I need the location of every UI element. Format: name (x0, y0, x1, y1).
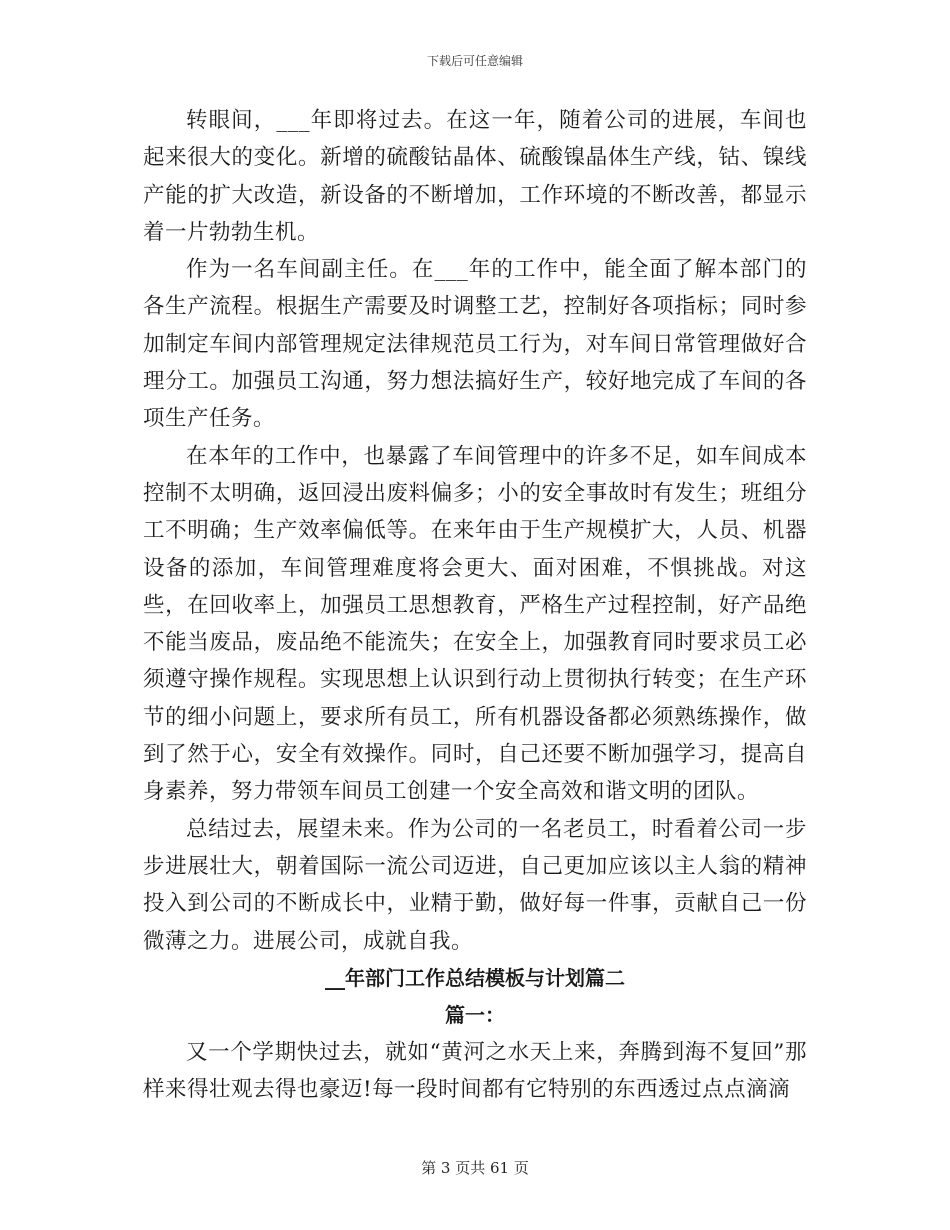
paragraph: 在本年的工作中，也暴露了车间管理中的许多不足，如车间成本控制不太明确，返回浸出废料偏多；小的安全事故时有发生；班组分工不明确；生产效率偏低等。在来年由于生产规模扩大，人员、机器设备的添加，车间管理难度将会更大、面对困难，不惧挑战。对这些，在回收率上，加强员工思想教育，严格生产过程控制，好产品绝不能当废品，废品绝不能流失；在安全上，加强教育同时要求员工必须遵守操作规程。实现思想上认识到行动上贯彻执行转变；在生产环节的细小问题上，要求所有员工，所有机器设备都必须熟练操作，做到了然于心，安全有效操作。同时，自己还要不断加强学习，提高自身素养，努力带领车间员工创建一个安全高效和谐文明的团队。 (143, 443, 807, 805)
paragraph: 作为一名车间副主任。在___年的工作中，能全面了解本部门的各生产流程。根据生产需要及时调整工艺，控制好各项指标；同时参加制定车间内部管理规定法律规范员工行为，对车间日常管理做好合理分工。加强员工沟通，努力想法搞好生产，较好地完成了车间的各项生产任务。 (143, 257, 807, 432)
paragraph: 转眼间，___年即将过去。在这一年，随着公司的进展，车间也起来很大的变化。新增的硫酸钴晶体、硫酸镍晶体生产线，钴、镍线产能的扩大改造，新设备的不断增加，工作环境的不断改善，都显示着一片勃勃生机。 (143, 108, 807, 245)
paragraph: 总结过去，展望未来。作为公司的一名老员工，时看着公司一步步进展壮大，朝着国际一流公司迈进，自己更加应该以主人翁的精神投入到公司的不断成长中，业精于勤，做好每一件事，贡献自己一份微薄之力。进展公司，成就自我。 (143, 816, 807, 954)
document-body (143, 102, 807, 1108)
page-footer: 第 3 页共 61 页 (421, 1159, 529, 1177)
section-title: __年部门工作总结模板与计划篇二 (325, 965, 625, 990)
page-header: 下载后可任意编辑 (426, 54, 523, 68)
subsection-title: 篇一： (445, 1002, 505, 1027)
paragraph: 又一个学期快过去，就如“黄河之水天上来，奔腾到海不复回”那样来得壮观去得也豪迈!每一段时间都有它特别的东西透过点点滴滴 (143, 1039, 807, 1103)
